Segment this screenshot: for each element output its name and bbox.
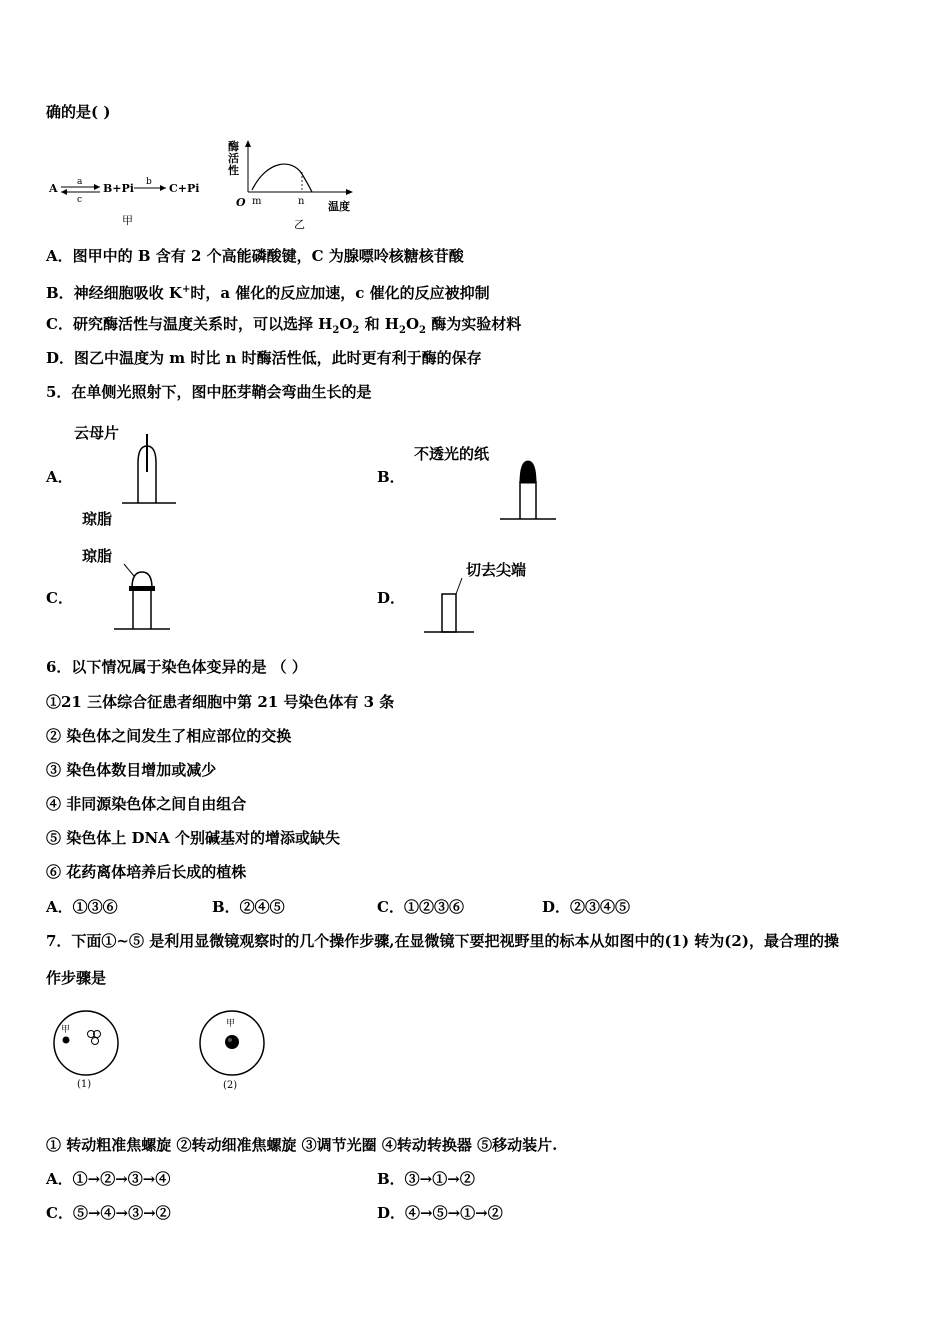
q6-option-a: A．①③⑥ xyxy=(46,898,118,916)
q6-option-b: B．②④⑤ xyxy=(212,898,285,916)
q6-option-d: D．②③④⑤ xyxy=(542,898,631,916)
q4-option-b-post: 时，a 催化的反应加速，c 催化的反应被抑制 xyxy=(190,284,490,302)
figure-jia xyxy=(46,172,216,228)
q4-option-c-pre: C．研究酶活性与温度关系时，可以选择 H xyxy=(46,315,333,333)
q4-option-b xyxy=(46,280,490,303)
q5-figure-d xyxy=(420,568,480,638)
q7-option-c: C．⑤→④→③→② xyxy=(46,1204,171,1222)
q5-caption-agar-c: 琼脂 xyxy=(82,547,113,565)
q5-option-d-label: D． xyxy=(377,589,406,607)
q7-option-b: B．③→①→② xyxy=(377,1170,475,1188)
fig-jia-b: b xyxy=(146,177,152,187)
q4-option-c-post: 酶为实验材料 xyxy=(426,315,522,333)
q5-caption-opaque-paper: 不透光的纸 xyxy=(414,445,490,463)
q7-fig2-caption: (2) xyxy=(223,1080,238,1091)
q6-option-c: C．①②③⑥ xyxy=(377,898,464,916)
q5-option-c-label: C． xyxy=(46,589,73,607)
q6-statement-1: ①21 三体综合征患者细胞中第 21 号染色体有 3 条 xyxy=(46,693,395,711)
q7-figure-1 xyxy=(48,1008,124,1092)
fig-yi-xlabel: 温度 xyxy=(328,200,350,213)
q7-stem-line2: 作步骤是 xyxy=(46,969,107,987)
q4-option-c-sub1: 2 xyxy=(332,325,340,336)
q5-option-b-label: B． xyxy=(377,468,405,486)
fig-yi-label: 乙 xyxy=(294,218,305,231)
q6-statement-5: ⑤ 染色体上 DNA 个别碱基对的增添或缺失 xyxy=(46,829,341,847)
q6-stem: 6．以下情况属于染色体变异的是 （ ） xyxy=(46,658,307,676)
q6-statement-4: ④ 非同源染色体之间自由组合 xyxy=(46,795,247,813)
fig-yi-n: n xyxy=(298,196,305,207)
q7-option-a: A．①→②→③→④ xyxy=(46,1170,171,1188)
q4-option-c-mid2: 和 H xyxy=(359,315,399,333)
q7-fig2-label: 甲 xyxy=(226,1019,236,1029)
fig-yi-ylabel-2: 活 xyxy=(228,152,239,165)
fig-yi-m: m xyxy=(252,196,262,207)
q4-option-b-sup: + xyxy=(181,284,191,295)
q4-option-b-pre: B．神经细胞吸收 K xyxy=(46,284,182,302)
q5-caption-cut-tip: 切去尖端 xyxy=(466,561,527,579)
q5-stem: 5．在单侧光照射下，图中胚芽鞘会弯曲生长的是 xyxy=(46,383,372,401)
q6-statement-3: ③ 染色体数目增加或减少 xyxy=(46,761,217,779)
q6-statement-6: ⑥ 花药离体培养后长成的植株 xyxy=(46,863,247,881)
q4-option-c-sub3: 2 xyxy=(398,325,406,336)
q5-figure-a xyxy=(120,428,180,508)
q7-figure-2 xyxy=(194,1008,270,1094)
q4-option-a: A．图甲中的 B 含有 2 个高能磷酸键，C 为腺嘌呤核糖核苷酸 xyxy=(46,247,464,265)
q7-steps: ① 转动粗准焦螺旋 ②转动细准焦螺旋 ③调节光圈 ④转动转换器 ⑤移动装片. xyxy=(46,1136,558,1154)
figure-yi xyxy=(222,138,362,232)
fig-jia-A: A xyxy=(49,182,58,195)
fig-jia-CPi: C+Pi xyxy=(169,182,200,195)
q7-fig1-label: 甲 xyxy=(61,1025,71,1035)
q7-option-d: D．④→⑤→①→② xyxy=(377,1204,503,1222)
q5-caption-agar-a: 琼脂 xyxy=(82,510,113,528)
fig-jia-a: a xyxy=(77,177,83,187)
q7-stem-line1: 7．下面①~⑤ 是利用显微镜观察时的几个操作步骤,在显微镜下要把视野里的标本从如图中的(1) 转为(2)，最合理的操 xyxy=(46,932,839,950)
fig-yi-ylabel-3: 性 xyxy=(228,164,239,177)
q5-option-a-label: A． xyxy=(46,468,73,486)
q4-stem-tail: 确的是( ) xyxy=(46,103,111,121)
q4-option-c xyxy=(46,314,521,341)
q4-option-c-mid3: O xyxy=(405,315,420,333)
q7-fig1-caption: (1) xyxy=(77,1079,92,1090)
q5-caption-mica: 云母片 xyxy=(74,424,120,442)
q6-statement-2: ② 染色体之间发生了相应部位的交换 xyxy=(46,727,292,745)
fig-jia-BPi: B+Pi xyxy=(103,182,134,195)
fig-jia-c: c xyxy=(77,195,83,205)
fig-jia-label: 甲 xyxy=(122,214,133,227)
fig-yi-ylabel-1: 酶 xyxy=(228,140,239,153)
fig-yi-origin: O xyxy=(236,196,246,209)
q4-option-c-sub4: 2 xyxy=(419,325,426,336)
q5-figure-b xyxy=(496,455,560,525)
q5-figure-c xyxy=(110,560,174,636)
q4-option-c-mid1: O xyxy=(339,315,353,333)
q4-option-c-sub2: 2 xyxy=(352,325,360,336)
q4-option-d: D．图乙中温度为 m 时比 n 时酶活性低，此时更有利于酶的保存 xyxy=(46,349,482,367)
